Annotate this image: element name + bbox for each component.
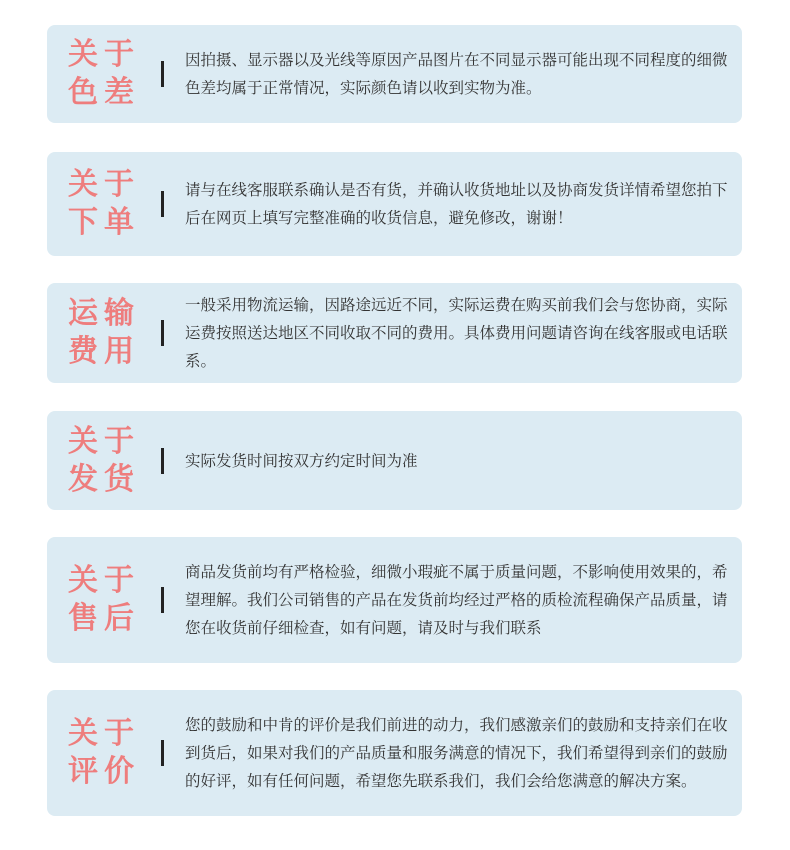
card-text — [185, 690, 728, 816]
card-reviews — [47, 690, 742, 816]
card-title-line2: 下单 — [68, 205, 140, 240]
card-title — [68, 537, 138, 663]
card-after-sales — [47, 537, 742, 663]
card-title-line2: 评价 — [68, 754, 140, 789]
card-title-line2: 售后 — [68, 601, 140, 636]
card-ordering — [47, 152, 742, 256]
card-text — [185, 411, 728, 510]
card-divider — [161, 587, 164, 613]
card-title-line1: 关于 — [68, 563, 140, 598]
card-text-content: 请与在线客服联系确认是否有货，并确认收货地址以及协商发货详情希望您拍下后在网页上填写完整准确的收货信息，避免修改，谢谢！ — [185, 181, 728, 227]
card-text-content: 因拍摄、显示器以及光线等原因产品图片在不同显示器可能出现不同程度的细微色差均属于正常情况，实际颜色请以收到实物为准。 — [185, 51, 728, 97]
card-delivery — [47, 411, 742, 510]
card-title — [68, 690, 138, 816]
card-text-content: 您的鼓励和中肯的评价是我们前进的动力，我们感激亲们的鼓励和支持亲们在收到货后，如果对我们的产品质量和服务满意的情况下，我们希望得到亲们的鼓励的好评，如有任何问题，希望您先联系我们，我们会给您满意的解决方案。 — [185, 716, 728, 790]
card-divider — [161, 740, 164, 766]
card-text-content: 一般采用物流运输，因路途远近不同，实际运费在购买前我们会与您协商，实际运费按照送达地区不同收取不同的费用。具体费用问题请咨询在线客服或电话联系。 — [185, 296, 728, 370]
card-text — [185, 283, 728, 383]
card-divider — [161, 448, 164, 474]
card-color-difference — [47, 25, 742, 123]
card-title-line1: 关于 — [68, 716, 140, 751]
card-shipping-fee — [47, 283, 742, 383]
card-title — [68, 152, 138, 256]
card-title-line1: 关于 — [68, 167, 140, 202]
card-text — [185, 152, 728, 256]
card-text-content: 商品发货前均有严格检验，细微小瑕疵不属于质量问题，不影响使用效果的，希望理解。我们公司销售的产品在发货前均经过严格的质检流程确保产品质量，请您在收货前仔细检查，如有问题，请及时与我们联系 — [185, 563, 728, 637]
card-title — [68, 25, 138, 123]
card-title-line1: 关于 — [68, 37, 140, 72]
card-title-line2: 费用 — [68, 334, 140, 369]
card-text — [185, 25, 728, 123]
card-title-line1: 运输 — [68, 296, 140, 331]
card-title-line2: 色差 — [68, 75, 140, 110]
card-title — [68, 411, 138, 510]
card-title-line1: 关于 — [68, 423, 140, 459]
card-title-line2: 发货 — [68, 461, 140, 497]
card-divider — [161, 61, 164, 87]
card-text-content: 实际发货时间按双方约定时间为准 — [185, 451, 418, 470]
card-divider — [161, 320, 164, 346]
card-title — [68, 283, 138, 383]
card-divider — [161, 191, 164, 217]
card-text — [185, 537, 728, 663]
